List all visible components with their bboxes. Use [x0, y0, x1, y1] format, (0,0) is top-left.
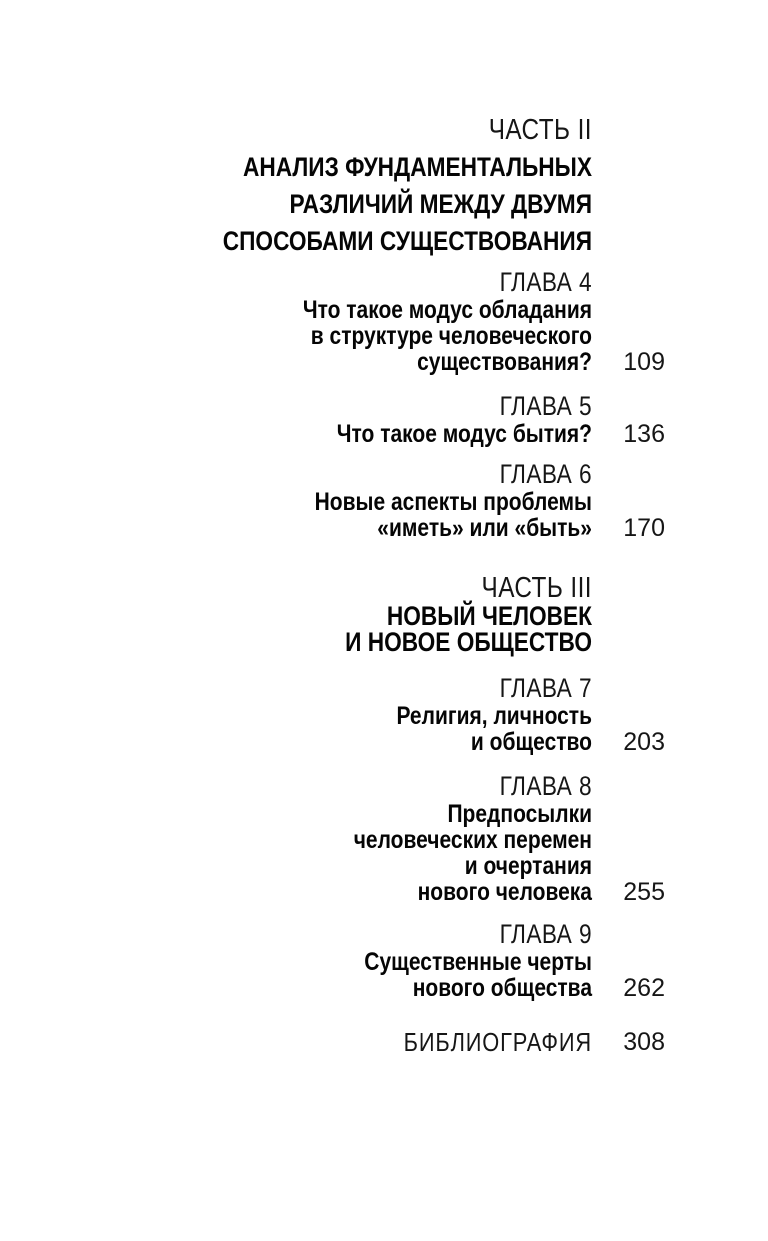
- chapter-label: ГЛАВА 7: [499, 673, 592, 703]
- chapter-label: ГЛАВА 9: [499, 919, 592, 949]
- toc-entry-chapter-9: [90, 919, 665, 1001]
- chapter-title-line: Новые аспекты проблемы: [314, 488, 592, 516]
- page-number: 170: [623, 514, 665, 542]
- chapter-title-line: «иметь» или «быть»: [377, 514, 592, 542]
- toc-entry-bibliography: [90, 1027, 665, 1057]
- chapter-label: ГЛАВА 8: [499, 771, 592, 801]
- chapter-title-line: нового человека: [417, 878, 592, 906]
- chapter-title-line: человеческих перемен: [353, 826, 592, 854]
- page-number: 255: [623, 878, 665, 906]
- page-number: 203: [623, 728, 665, 756]
- chapter-label: ГЛАВА 6: [499, 459, 592, 489]
- chapter-title-line: существования?: [417, 348, 592, 376]
- part-3-title-line: И НОВОЕ ОБЩЕСТВО: [345, 627, 592, 657]
- toc-entry-chapter-8: [90, 771, 665, 905]
- part-3-kicker: ЧАСТЬ III: [481, 572, 592, 604]
- part-2-heading: [90, 112, 665, 260]
- page-number: 308: [623, 1028, 665, 1056]
- toc-entry-chapter-6: [90, 459, 665, 541]
- chapter-title-line: Существенные черты: [364, 948, 592, 976]
- chapter-label: ГЛАВА 5: [499, 391, 592, 421]
- part-3-heading: [90, 573, 665, 655]
- page-number: 109: [623, 348, 665, 376]
- toc-entry-chapter-4: [90, 267, 665, 375]
- part-2-kicker: ЧАСТЬ II: [488, 114, 592, 146]
- chapter-title-line: и очертания: [464, 852, 592, 880]
- chapter-title-line: Что такое модус обладания: [302, 296, 592, 324]
- part-2-title-line: АНАЛИЗ ФУНДАМЕНТАЛЬНЫХ: [242, 152, 593, 182]
- page-number: 136: [623, 420, 665, 448]
- chapter-title-line: Что такое модус бытия?: [336, 420, 592, 448]
- chapter-title-line: нового общества: [412, 974, 592, 1002]
- chapter-title-line: и общество: [470, 728, 592, 756]
- page-number: 262: [623, 974, 665, 1002]
- chapter-title-line: Религия, личность: [396, 702, 592, 730]
- part-2-title-line: СПОСОБАМИ СУЩЕСТВОВАНИЯ: [222, 226, 592, 256]
- toc-entry-chapter-7: [90, 673, 665, 755]
- chapter-label: ГЛАВА 4: [499, 267, 592, 297]
- chapter-title-line: Предпосылки: [447, 800, 592, 828]
- chapter-title-line: в структуре человеческого: [310, 322, 592, 350]
- part-2-title-line: РАЗЛИЧИЙ МЕЖДУ ДВУМЯ: [289, 189, 592, 219]
- bibliography-label: БИБЛИОГРАФИЯ: [403, 1027, 592, 1057]
- part-3-title-line: НОВЫЙ ЧЕЛОВЕК: [386, 601, 592, 631]
- toc-entry-chapter-5: [90, 391, 665, 447]
